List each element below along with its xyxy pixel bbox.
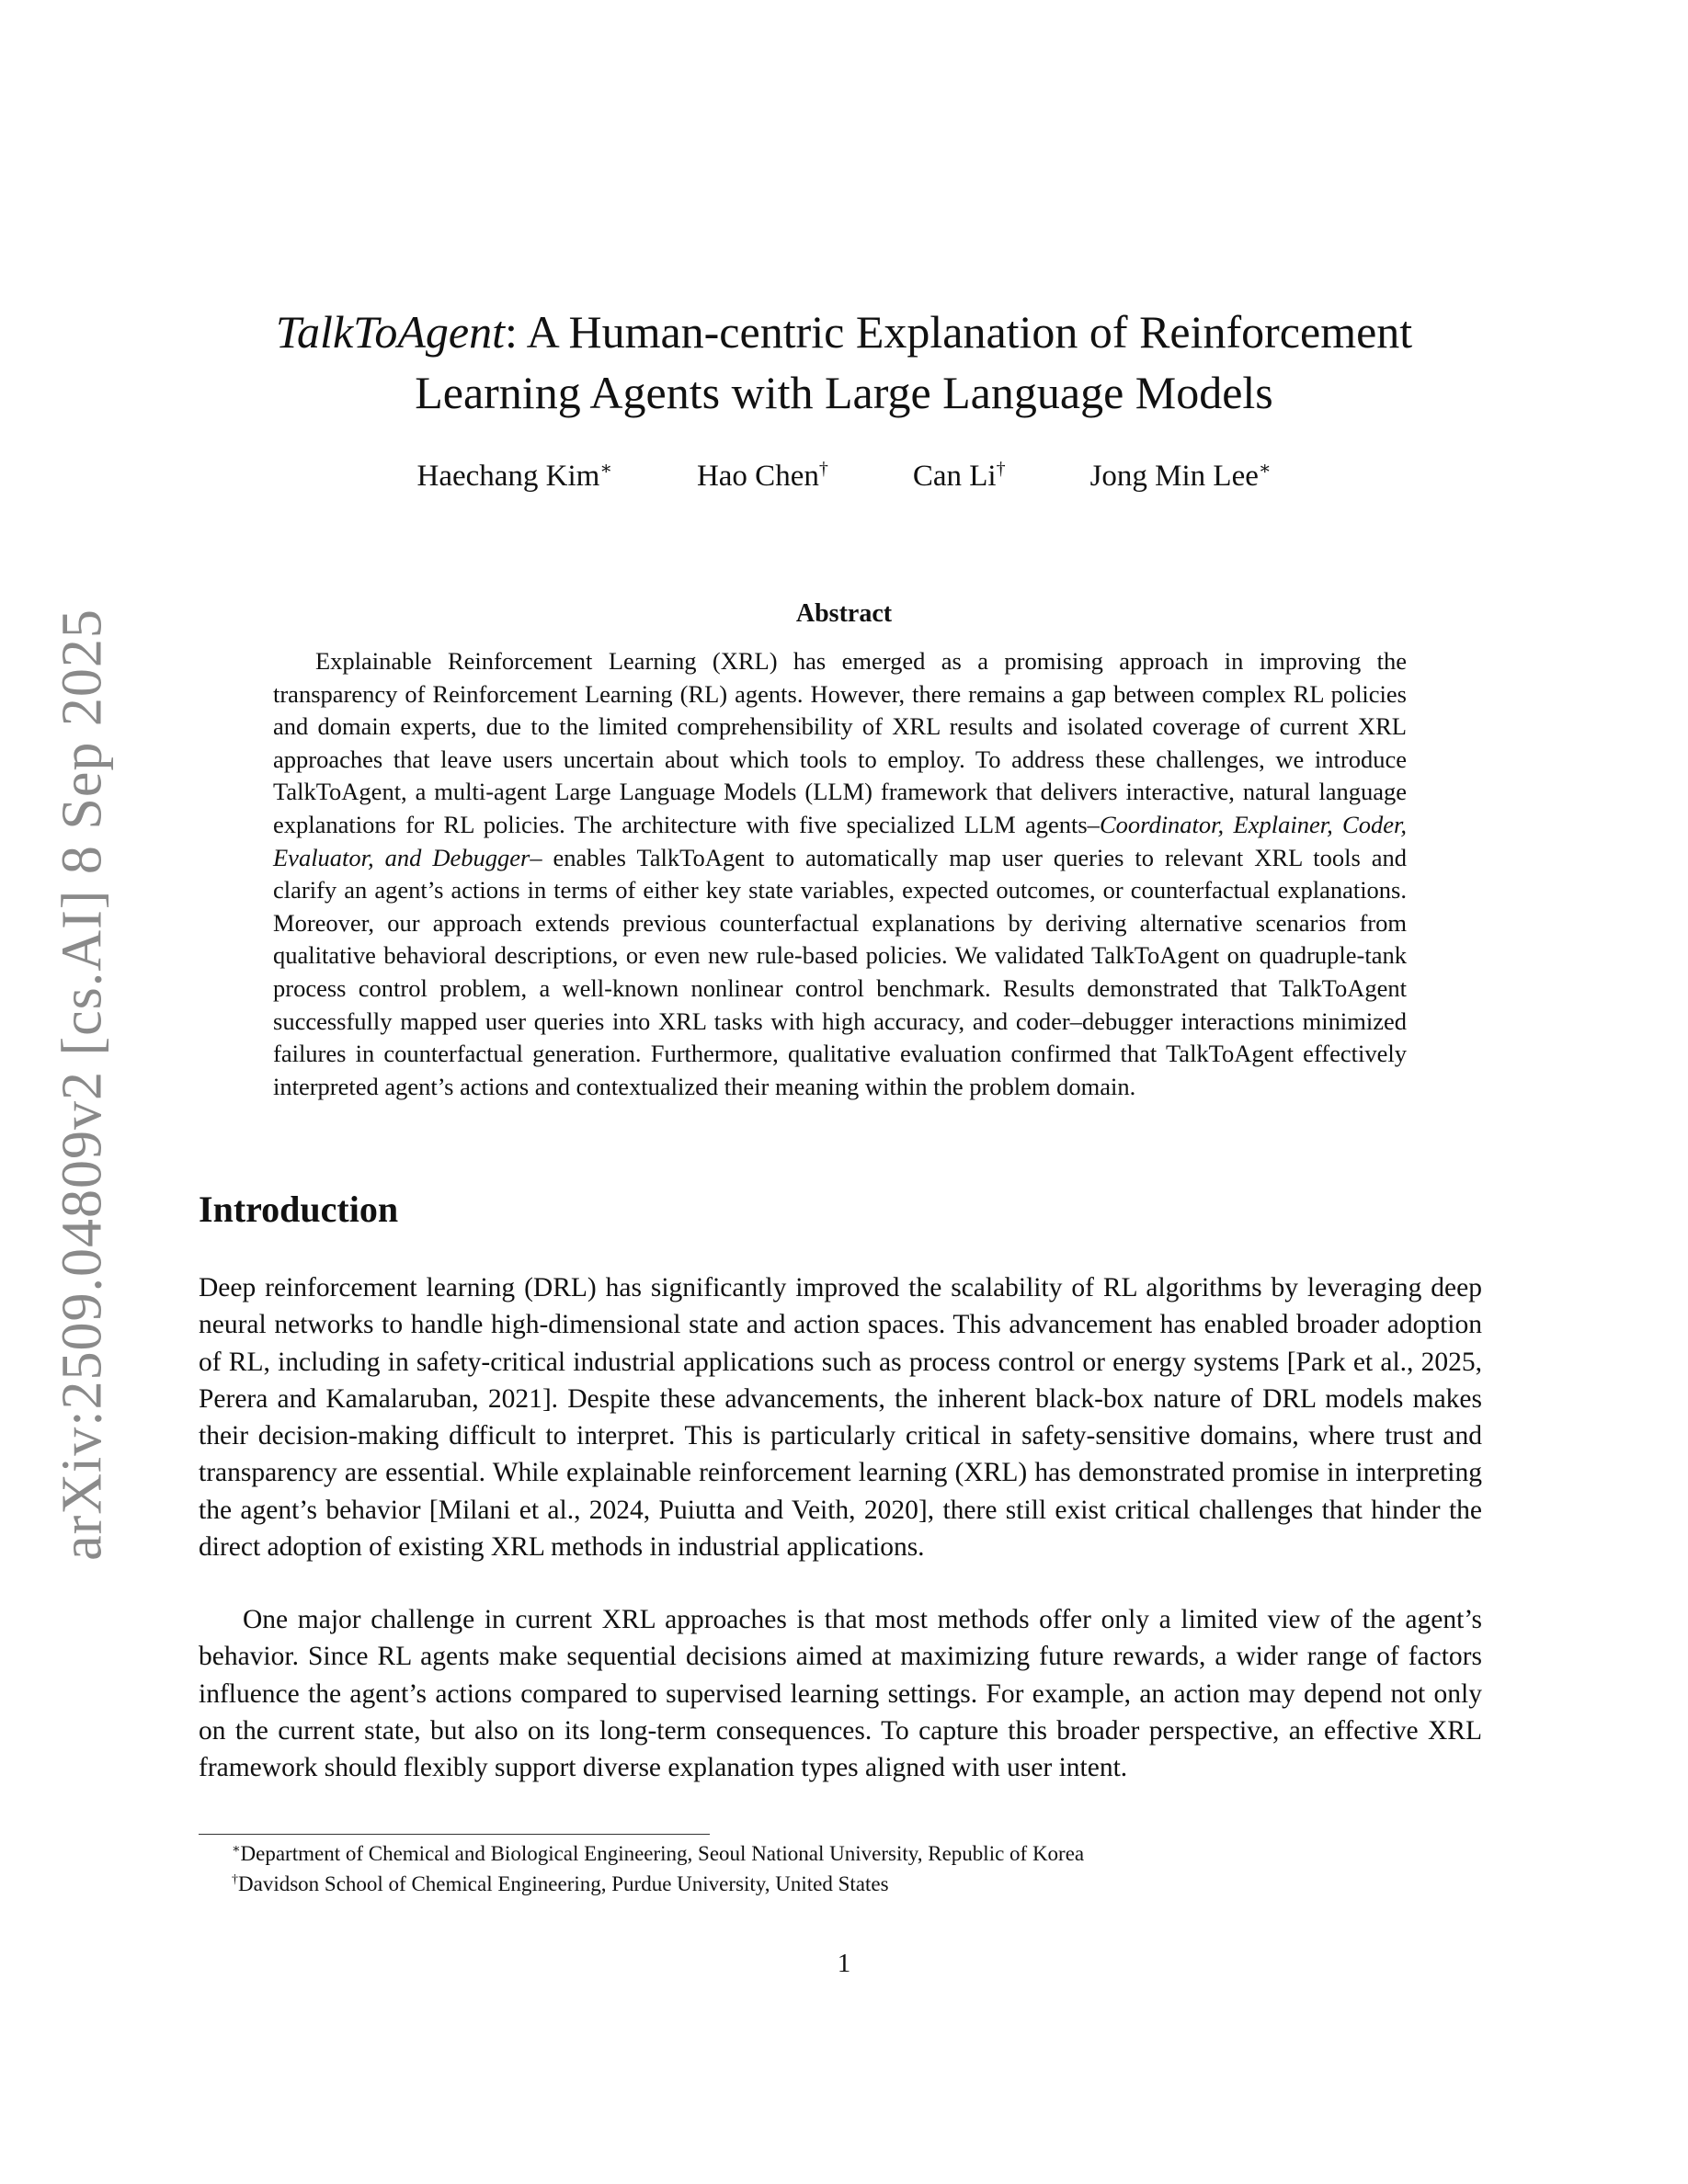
author bbox=[1090, 460, 1272, 494]
title-line-1-rest: : A Human-centric Explanation of Reinforcement bbox=[504, 306, 1413, 358]
arxiv-identifier: arXiv:2509.04809v2 [cs.AI] 8 Sep 2025 bbox=[51, 609, 114, 1561]
abstract-italic-agents: Coordinator, Explainer, Coder, Evaluator, and Debugger bbox=[273, 810, 1407, 871]
abstract-text-end: – enables TalkToAgent to automatically map user queries to relevant XRL tools and clarify an agent’s actions in terms of either key state variables, expected outcomes, or counterfactual explanations. Moreover, our approach extends previous counterfactual explanations by deriving alternative scenarios from qualitative behavioral descriptions, or even new rule-based policies. We validated TalkToAgent on quadruple-tank process control problem, a well-known nonlinear control benchmark. Results demonstrated that TalkToAgent successfully mapped user queries into XRL tasks with high accuracy, and coder–debugger interactions minimized failures in counterfactual generation. Furthermore, qualitative evaluation confirmed that TalkToAgent effectively interpreted agent’s actions and contextualized their meaning within the problem domain. bbox=[273, 843, 1407, 1100]
abstract-text-start: Explainable Reinforcement Learning (XRL) has emerged as a promising approach in improving the transparency of Reinforcement Learning (RL) agents. However, there remains a gap between complex RL policies and domain experts, due to the limited comprehensibility of XRL results and isolated coverage of current XRL approaches that leave users uncertain about which tools to employ. To address these challenges, we introduce TalkToAgent, a multi-agent Large Language Models (LLM) framework that delivers interactive, natural language explanations for RL policies. The architecture with five specialized LLM agents– bbox=[273, 647, 1407, 838]
author-name: Jong Min Lee bbox=[1089, 460, 1259, 493]
title-line-1 bbox=[193, 301, 1495, 362]
abstract-heading: Abstract bbox=[795, 599, 893, 628]
page-number: 1 bbox=[837, 1949, 851, 1978]
footnote-divider bbox=[199, 1834, 710, 1835]
author bbox=[417, 460, 612, 494]
footnote-2 bbox=[232, 1871, 889, 1898]
title-line-2: Learning Agents with Large Language Models bbox=[415, 367, 1273, 418]
author-name: Hao Chen bbox=[696, 460, 819, 493]
author-mark: † bbox=[818, 459, 828, 479]
author bbox=[697, 460, 828, 494]
title-italic: TalkToAgent bbox=[275, 306, 505, 358]
author-name: Can Li bbox=[912, 460, 997, 493]
paper-title bbox=[193, 301, 1495, 423]
author-list bbox=[193, 460, 1495, 494]
footnote-text: Department of Chemical and Biological Engineering, Seoul National University, Republic of Korea bbox=[240, 1842, 1085, 1865]
introduction-paragraph-1: Deep reinforcement learning (DRL) has significantly improved the scalability of RL algorithms by leveraging deep neural networks to handle high-dimensional state and action spaces. This advancement has enabled broader adoption of RL, including in safety-critical industrial applications such as process control or energy systems [Park et al., 2025, Perera and Kamalaruban, 2021]. Despite these advancements, the inherent black-box nature of DRL models makes their decision-making difficult to interpret. This is particularly critical in safety-sensitive domains, where trust and transparency are essential. While explainable reinforcement learning (XRL) has demonstrated promise in interpreting the agent’s behavior [Milani et al., 2024, Puiutta and Veith, 2020], there still exist critical challenges that hinder the direct adoption of existing XRL methods in industrial applications. bbox=[199, 1273, 1482, 1563]
introduction-paragraph-2: One major challenge in current XRL approaches is that most methods offer only a limited view of the agent’s behavior. Since RL agents make sequential decisions aimed at maximizing future rewards, a wider range of factors influence the agent’s actions compared to supervised learning settings. For example, an action may depend not only on the current state, but also on its long-term consequences. To capture this broader perspective, an effective XRL framework should flexibly support diverse explanation types aligned with user intent. bbox=[199, 1605, 1482, 1783]
footnote-mark: † bbox=[232, 1872, 238, 1887]
footnote-text: Davidson School of Chemical Engineering, Purdue University, United States bbox=[238, 1872, 889, 1895]
author-mark: ∗ bbox=[1258, 459, 1272, 479]
author-mark: ∗ bbox=[599, 459, 612, 479]
footnote-1 bbox=[232, 1840, 1084, 1868]
abstract-body bbox=[273, 645, 1407, 1103]
author-name: Haechang Kim bbox=[416, 460, 600, 493]
author-mark: † bbox=[996, 459, 1006, 479]
footnote-mark: ∗ bbox=[232, 1842, 241, 1857]
section-heading-introduction: Introduction bbox=[199, 1189, 399, 1230]
author bbox=[913, 460, 1006, 494]
